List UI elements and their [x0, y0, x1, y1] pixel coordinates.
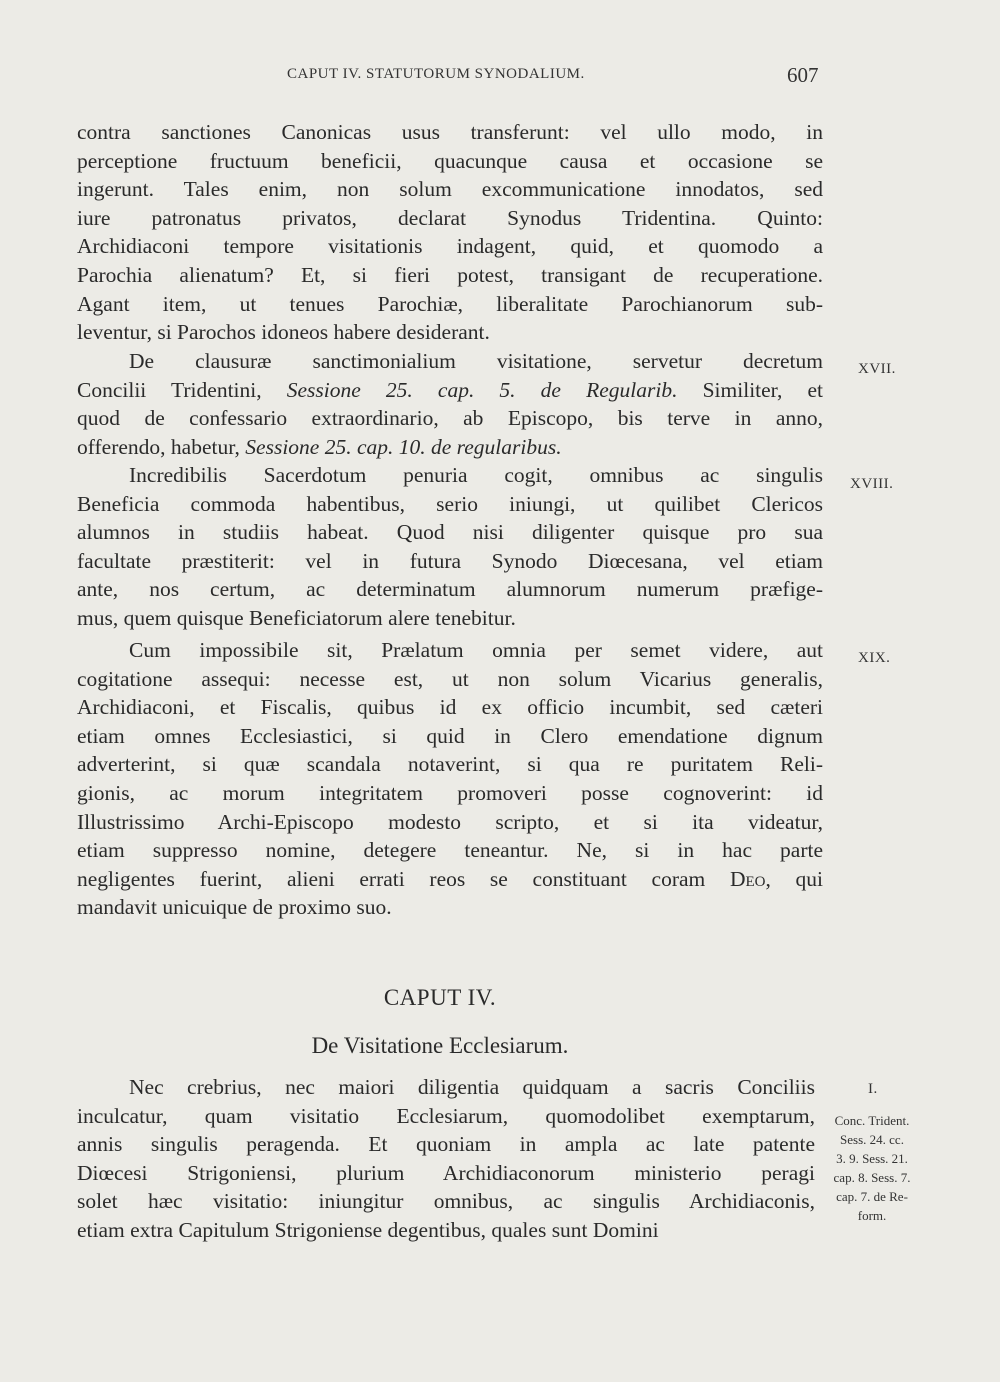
text-line: alumnos in studiis habeat. Quod nisi diligenter quisque pro sua [77, 520, 823, 545]
text-line: quod de confessario extraordinario, ab Episcopo, bis terve in anno, [77, 406, 823, 431]
paragraph-xix [77, 636, 823, 922]
text-line: Nec crebrius, nec maiori diligentia quidquam a sacris Conciliis [129, 1075, 815, 1099]
text-line: offerendo, habetur, Sessione 25. cap. 10. de regularibus. [77, 434, 562, 459]
small-caps-word: Deo [729, 866, 766, 891]
paragraph-xvii [77, 347, 823, 461]
chapter-subtitle: De Visitatione Ecclesiarum. [311, 1033, 569, 1058]
text-line: perceptione fructuum beneficii, quacunque causa et occasione se [77, 148, 823, 173]
text-line: Incredibilis Sacerdotum penuria cogit, omnibus ac singulis [129, 463, 823, 487]
text-line: Beneficia commoda habentibus, serio iniungi, ut quilibet Clericos [77, 491, 823, 516]
text-line: Archidiaconi, et Fiscalis, quibus id ex officio incumbit, sed cæteri [77, 695, 823, 720]
text-line: facultate præstiterit: vel in futura Synodo Diœcesana, vel etiam [77, 548, 823, 573]
margin-note-line: cap. 8. Sess. 7. [833, 1170, 911, 1185]
chapter-title: CAPUT IV. [383, 985, 497, 1010]
text-line: Archidiaconi tempore visitationis indagent, quid, et quomodo a [77, 234, 823, 259]
text-line: ingerunt. Tales enim, non solum excommunicatione innodatos, sed [77, 177, 823, 202]
margin-note-line: Sess. 24. cc. [840, 1132, 904, 1147]
text-line: Agant item, ut tenues Parochiæ, liberalitate Parochianorum sub- [77, 291, 823, 316]
paragraph-xviii [77, 461, 823, 633]
text-line: mus, quem quisque Beneficiatorum alere tenebitur. [77, 605, 516, 630]
text-line: inculcatur, quam visitatio Ecclesiarum, quomodolibet exemptarum, [77, 1103, 815, 1128]
paragraph-i [77, 1073, 815, 1245]
text-line: adverterint, si quæ scandala notaverint, si qua re puritatem Reli- [77, 752, 823, 777]
text-line: De clausuræ sanctimonialium visitatione, servetur decretum [129, 349, 823, 373]
section-number-xix: XIX. [858, 650, 891, 666]
page-number: 607 [787, 63, 819, 87]
margin-note-line: cap. 7. de Re- [836, 1189, 908, 1204]
margin-note-line: 3. 9. Sess. 21. [836, 1151, 908, 1166]
text-line: Concilii Tridentini, Sessione 25. cap. 5. de Regularib. Similiter, et [77, 377, 823, 402]
text-line: leventur, si Parochos idoneos habere desiderant. [77, 320, 490, 345]
text-line: Diœcesi Strigoniensi, plurium Archidiaconorum ministerio peragi [77, 1160, 815, 1185]
text-line: negligentes fuerint, alieni errati reos se constituant coram Deo, qui [77, 866, 823, 891]
text-line: mandavit unicuique de proximo suo. [77, 895, 392, 920]
text-line: Parochia alienatum? Et, si fieri potest, transigant de recuperatione. [77, 262, 823, 287]
citation: Sessione 25. cap. 5. de Regularib. [286, 377, 678, 402]
margin-note-line: Conc. Trident. [834, 1113, 910, 1128]
text-line: etiam extra Capitulum Strigoniense degentibus, quales sunt Domini [77, 1217, 659, 1242]
text-line: gionis, ac morum integritatem promoveri posse cognoverint: id [77, 780, 823, 805]
text-line: Illustrissimo Archi-Episcopo modesto scripto, et si ita videatur, [77, 809, 823, 834]
section-number-xviii: XVIII. [850, 476, 894, 492]
text-line: Cum impossibile sit, Prælatum omnia per semet videre, aut [129, 638, 823, 662]
margin-note-reference [818, 1111, 926, 1225]
text-line: iure patronatus privatos, declarat Synodus Tridentina. Quinto: [77, 205, 823, 230]
paragraph-continuation [77, 118, 823, 347]
running-header: CAPUT IV. STATUTORUM SYNODALIUM. [287, 66, 585, 82]
text-line: etiam suppresso nomine, detegere teneantur. Ne, si in hac parte [77, 838, 823, 863]
text-line: ante, nos certum, ac determinatum alumnorum numerum præfige- [77, 577, 823, 602]
section-number-i: I. [868, 1081, 878, 1097]
margin-note-line: form. [857, 1208, 887, 1223]
text-line: cogitatione assequi: necesse est, ut non solum Vicarius generalis, [77, 666, 823, 691]
citation: Sessione 25. cap. 10. de regularibus. [245, 434, 562, 459]
text-line: etiam omnes Ecclesiastici, si quid in Clero emendatione dignum [77, 723, 823, 748]
section-number-xvii: XVII. [858, 361, 896, 377]
text-line: solet hæc visitatio: iniungitur omnibus, ac singulis Archidiaconis, [77, 1189, 815, 1214]
text-line: contra sanctiones Canonicas usus transferunt: vel ullo modo, in [77, 120, 823, 144]
text-line: annis singulis peragenda. Et quoniam in ampla ac late patente [77, 1132, 815, 1157]
